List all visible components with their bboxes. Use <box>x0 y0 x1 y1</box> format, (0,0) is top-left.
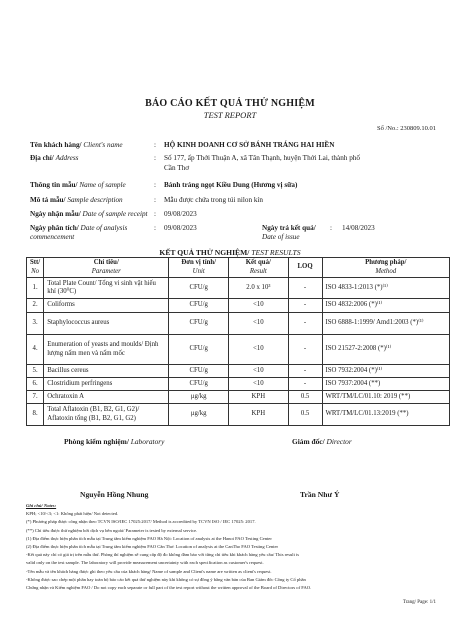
note-line: (**) Chỉ tiêu được thử nghiệm bởi dịch vụ bên ngoài/ Parameter is tested by external service. <box>26 527 198 533</box>
table-row <box>27 404 450 426</box>
sample-name: Bánh tráng ngọt Kiều Dung (Hương vị sữa) <box>164 181 298 189</box>
note-line: (*) Phương pháp được công nhận theo TCVN ISO/IEC 17025:2017/ Method is accredited by TCVN ISO / IEC 17025: 2017. <box>26 519 256 525</box>
table-row <box>27 378 450 391</box>
notes-heading: Ghi chú/ Notes: <box>26 503 57 508</box>
note-line: (1) Địa điểm thực hiện phân tích mẫu tại Trung tâm kiểm nghiệm FAO Hà Nội: Location of analysis at the Hanoi FAO Testing Center <box>26 535 272 541</box>
analysis-date-label: Ngày phân tích/ Date of analysis <box>30 224 128 232</box>
row-parameter: Total Plate Count/ Tổng vi sinh vật hiếu khí (30⁰C) <box>44 278 169 299</box>
analysis-date-label-cont: commencement <box>30 233 75 241</box>
col-unit: Đơn vị tính/ Unit <box>169 258 229 278</box>
colon: : <box>154 210 156 218</box>
note-line: -Kết quả này chỉ có giá trị trên mẫu thử. Phòng thí nghiệm sẽ cung cấp độ đo không đảm bảo với từng chỉ tiêu khi khách hàng yêu cầu/ This result is <box>26 552 300 558</box>
sample-desc: Mẫu được chứa trong túi nilon kín <box>164 196 264 204</box>
row-loq: 0.5 <box>288 404 322 426</box>
col-loq: LOQ <box>288 258 322 278</box>
row-loq: - <box>288 313 322 335</box>
laboratory-signature-label: Phòng kiểm nghiệm/ Laboratory <box>64 437 165 446</box>
row-unit: CFU/g <box>169 335 229 365</box>
address-line2: Cần Thơ <box>164 164 190 172</box>
row-unit: CFU/g <box>169 278 229 299</box>
row-unit: CFU/g <box>169 365 229 378</box>
row-result: <10 <box>229 365 289 378</box>
row-method: ISO 4833-1:2013 (*)⁽¹⁾ <box>322 278 450 299</box>
row-result: KPH <box>229 391 289 404</box>
row-no: 5. <box>27 365 44 378</box>
table-row <box>27 335 450 365</box>
col-method: Phương pháp/ Method <box>322 258 450 278</box>
sample-name-label: Thông tin mẫu/ Name of sample <box>30 181 126 189</box>
row-method: ISO 7937:2004 (**) <box>322 378 450 391</box>
colon: : <box>154 224 156 232</box>
table-row <box>27 278 450 299</box>
row-unit: CFU/g <box>169 313 229 335</box>
note-line: KPH; <10/<3; <1: Không phát hiện/ Not detected. <box>26 511 119 517</box>
row-method: ISO 6888-1:1999/ Amd1:2003 (*)⁽¹⁾ <box>322 313 450 335</box>
row-method: WRT/TM/LC/01.10: 2019 (**) <box>322 391 450 404</box>
note-line: -Tên mẫu và tên khách hàng được ghi theo yêu cầu của khách hàng/ Name of sample and Client's name are written as client's request. <box>26 568 272 574</box>
row-result: <10 <box>229 335 289 365</box>
row-no: 4. <box>27 335 44 365</box>
note-line: Chứng nhận và Kiểm nghiệm FAO / Do not copy each separate or full part of the test report without the written approval of the Board of Directors of FAO. <box>26 585 312 591</box>
row-unit: CFU/g <box>169 299 229 313</box>
note-line: -Không được sao chép một phần hay toàn bộ báo cáo kết quả thử nghiệm này khi không có sự đồng ý bằng văn bản của Ban Giám đốc Công ty Cổ phần <box>26 576 306 582</box>
laboratory-signer-name: Nguyễn Hồng Nhung <box>80 490 149 499</box>
report-subtitle: TEST REPORT <box>203 110 257 120</box>
receipt-date: 09/08/2023 <box>164 210 197 218</box>
row-method: WRT/TM/LC/01.13:2019 (**) <box>322 404 450 426</box>
row-parameter: Total Aflatoxin (B1, B2, G1, G2)/ Aflatoxin tổng (B1, B2, G1, G2) <box>44 404 169 426</box>
report-title: BÁO CÁO KẾT QUẢ THỬ NGHIỆM <box>145 98 315 109</box>
client-name: HỘ KINH DOANH CƠ SỞ BÁNH TRÁNG HAI HIỀN <box>164 141 335 149</box>
director-name: Trần Như Ý <box>300 490 340 499</box>
col-no: Stt/ No <box>27 258 44 278</box>
row-no: 8. <box>27 404 44 426</box>
colon: : <box>154 141 156 149</box>
notes <box>26 502 442 592</box>
row-parameter: Bacillus cereus <box>44 365 169 378</box>
col-result: Kết quả/ Result <box>229 258 289 278</box>
address-label: Địa chỉ/ Address <box>30 154 79 162</box>
issue-date-label: Ngày trả kết quả/ <box>262 224 316 232</box>
row-loq: - <box>288 335 322 365</box>
client-info <box>30 140 450 244</box>
results-table <box>26 257 450 426</box>
colon: : <box>154 154 156 162</box>
row-method: ISO 4832:2006 (*)⁽¹⁾ <box>322 299 450 313</box>
director-signature-label: Giám đốc/ Director <box>292 437 352 446</box>
row-parameter: Clostridium perfringens <box>44 378 169 391</box>
results-section-title: KẾT QUẢ THỬ NGHIỆM/ TEST RESULTS <box>159 248 301 257</box>
row-no: 1. <box>27 278 44 299</box>
row-result: <10 <box>229 299 289 313</box>
row-no: 3. <box>27 313 44 335</box>
address-line1: Số 177, ấp Thới Thuận A, xã Tân Thạnh, huyện Thới Lai, thành phố <box>164 154 360 162</box>
colon: : <box>154 196 156 204</box>
results-header-row <box>27 258 450 278</box>
page-number: Trang/ Page: 1/1 <box>402 600 436 605</box>
note-line: valid only on the test sample. The laboratory will provide measurement uncertainty with each specification as customer's request. <box>26 560 264 566</box>
row-no: 6. <box>27 378 44 391</box>
row-loq: - <box>288 299 322 313</box>
note-line: (2) Địa điểm thực hiện phân tích mẫu tại Trung tâm kiểm nghiệm FAO Cần Thơ: Location of analysis at the CanTho FAO Testing Center <box>26 544 279 550</box>
row-unit: CFU/g <box>169 378 229 391</box>
row-result: <10 <box>229 313 289 335</box>
colon: : <box>154 181 156 189</box>
table-row <box>27 313 450 335</box>
col-parameter: Chỉ tiêu/ Parameter <box>44 258 169 278</box>
row-unit: μg/kg <box>169 391 229 404</box>
table-row <box>27 391 450 404</box>
row-result: 2.0 x 10³ <box>229 278 289 299</box>
row-parameter: Enumeration of yeasts and moulds/ Định lượng nấm men và nấm mốc <box>44 335 169 365</box>
receipt-date-label: Ngày nhận mẫu/ Date of sample receipt <box>30 210 148 218</box>
sample-desc-label: Mô tả mẫu/ Sample description <box>30 196 123 204</box>
row-loq: - <box>288 278 322 299</box>
row-unit: μg/kg <box>169 404 229 426</box>
row-result: KPH <box>229 404 289 426</box>
client-label: Tên khách hàng/ Client's name <box>30 141 123 149</box>
row-parameter: Coliforms <box>44 299 169 313</box>
row-result: <10 <box>229 378 289 391</box>
table-row <box>27 299 450 313</box>
table-row <box>27 365 450 378</box>
row-loq: - <box>288 378 322 391</box>
row-method: ISO 7932:2004 (*)⁽¹⁾ <box>322 365 450 378</box>
issue-date-label-en: Date of issue <box>262 233 300 241</box>
row-parameter: Staphylococcus aureus <box>44 313 169 335</box>
row-method: ISO 21527-2:2008 (*)⁽¹⁾ <box>322 335 450 365</box>
issue-date: 14/08/2023 <box>342 224 375 232</box>
colon: : <box>330 224 332 232</box>
report-number: Số /No.: 230809.10.01 <box>376 125 436 132</box>
row-loq: 0.5 <box>288 391 322 404</box>
row-parameter: Ochratoxin A <box>44 391 169 404</box>
row-no: 7. <box>27 391 44 404</box>
row-no: 2. <box>27 299 44 313</box>
row-loq: - <box>288 365 322 378</box>
analysis-date: 09/08/2023 <box>164 224 197 232</box>
